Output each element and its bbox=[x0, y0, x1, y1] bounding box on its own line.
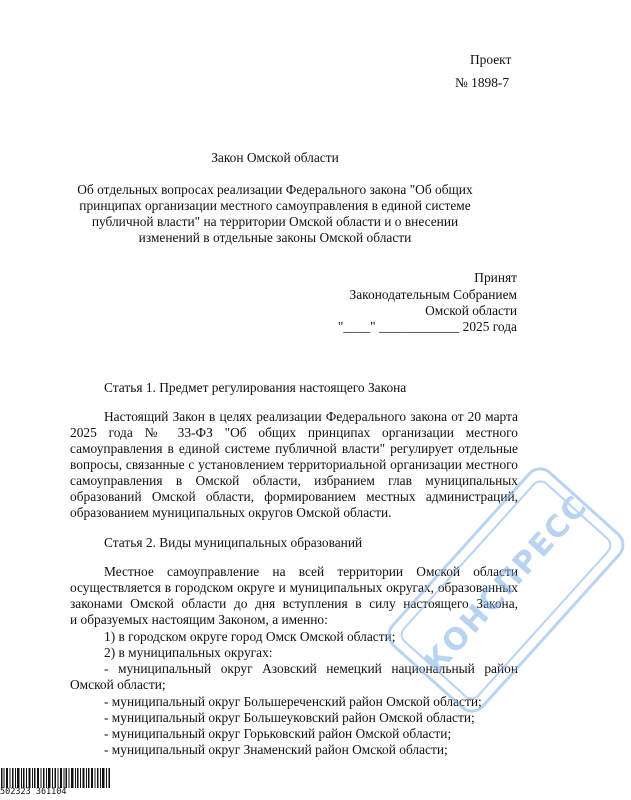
article1-line: самоуправления в единой системе публичной власти" регулирует отдельные bbox=[70, 441, 518, 456]
district-item: - муниципальный округ Горьковский район Омской области; bbox=[104, 726, 452, 741]
adopted-label: Принят bbox=[474, 270, 517, 285]
article2-heading: Статья 2. Виды муниципальных образований bbox=[104, 535, 363, 550]
subject-line: изменений в отдельные законы Омской области bbox=[138, 230, 412, 245]
barcode-number: 502323 361104 bbox=[0, 787, 67, 797]
article1-line: образований Омской области, формированием местных администраций, bbox=[70, 489, 518, 504]
district-item: - муниципальный округ Азовский немецкий национальный район bbox=[104, 661, 518, 676]
barcode-image bbox=[0, 768, 112, 788]
district-item: - муниципальный округ Знаменский район Омской области; bbox=[104, 742, 448, 757]
law-name: Закон Омской области bbox=[211, 150, 339, 165]
list-item: 1) в городском округе город Омск Омской области; bbox=[104, 629, 396, 644]
adoption-date: "____" ____________ 2025 года bbox=[337, 319, 517, 334]
article2-line: Местное самоуправление на всей территории Омской области bbox=[104, 564, 518, 579]
adopted-by: Законодательным Собранием bbox=[349, 287, 517, 302]
district-item: - муниципальный округ Большереченский район Омской области; bbox=[104, 694, 482, 709]
district-item: Омской области; bbox=[70, 677, 166, 692]
article1-line: Настоящий Закон в целях реализации Федерального закона от 20 марта bbox=[104, 409, 518, 424]
subject-line: публичной власти" на территории Омской области и о внесении bbox=[91, 214, 459, 229]
article1-line: самоуправления в Омской области, избранием глав муниципальных bbox=[70, 473, 518, 488]
article2-line: законами Омской области до дня вступления в силу настоящего Закона, bbox=[70, 596, 518, 611]
adopted-region: Омской области bbox=[425, 303, 517, 318]
subject-line: принципах организации местного самоуправления в единой системе bbox=[79, 198, 471, 213]
project-label: Проект bbox=[470, 52, 512, 67]
article2-line: и образуемых настоящим Законом, а именно: bbox=[70, 612, 328, 627]
project-number: № 1898-7 bbox=[455, 75, 510, 90]
subject-line: Об отдельных вопросах реализации Федерального закона "Об общих bbox=[77, 182, 473, 197]
district-item: - муниципальный округ Большеуковский район Омской области; bbox=[104, 710, 475, 725]
article1-heading: Статья 1. Предмет регулирования настоящего Закона bbox=[104, 380, 407, 395]
article1-line: 2025 года № 33-ФЗ "Об общих принципах организации местного bbox=[70, 425, 518, 440]
article1-line: образованием муниципальных округов Омской области. bbox=[70, 505, 392, 520]
list-item: 2) в муниципальных округах: bbox=[104, 645, 273, 660]
stamp-text: КОНСПРЕСС bbox=[417, 488, 596, 681]
article1-line: вопросы, связанные с установлением территориальной организации местного bbox=[70, 457, 518, 472]
article2-line: осуществляется в городском округе и муниципальных округах, образованных bbox=[70, 580, 518, 595]
